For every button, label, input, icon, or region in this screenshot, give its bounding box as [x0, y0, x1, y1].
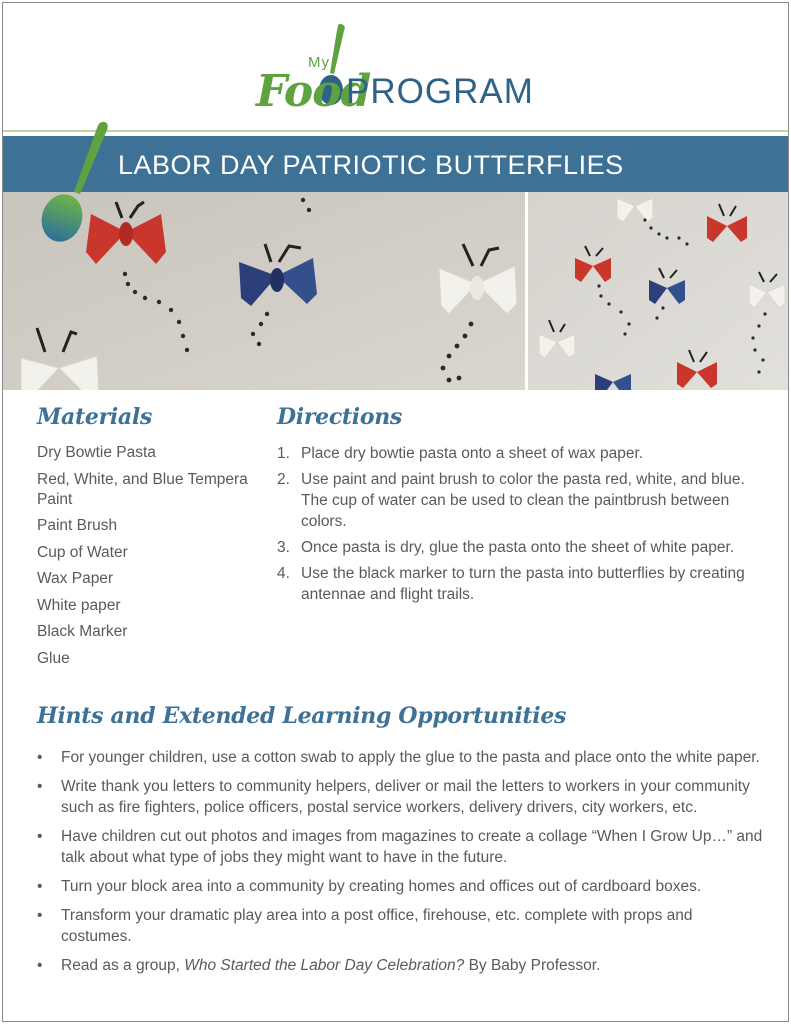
list-item: Wax Paper — [37, 570, 114, 587]
hint-text: Transform your dramatic play area into a post office, firehouse, etc. complete with props and costumes. — [61, 907, 693, 945]
my-food-program-logo — [256, 22, 546, 117]
step-number: 2. — [277, 471, 290, 488]
step-text: Use paint and paint brush to color the pasta red, white, and blue. The cup of water can be used to clean the paintbrush between colors. — [301, 471, 745, 530]
hint-text: Turn your block area into a community by creating homes and offices out of cardboard boxes. — [61, 878, 702, 895]
hint-text-suffix: By Baby Professor. — [464, 957, 601, 974]
step-text: Once pasta is dry, glue the pasta onto the sheet of white paper. — [301, 539, 735, 556]
list-item — [37, 826, 767, 868]
bullet: • — [37, 878, 43, 895]
list-item: Red, White, and Blue Tempera Paint — [37, 470, 248, 508]
bullet: • — [37, 828, 43, 845]
logo-food-text: Food — [256, 66, 371, 117]
bullet: • — [37, 907, 43, 924]
bullet: • — [37, 778, 43, 795]
list-item: Black Marker — [37, 623, 128, 640]
list-item: Cup of Water — [37, 543, 128, 561]
hint-text: Have children cut out photos and images from magazines to create a collage “When I Grow Up…” and talk about what type of jobs they might want to have in the future. — [61, 828, 763, 866]
banner-spoon-icon — [36, 120, 116, 244]
list-item — [277, 469, 767, 532]
book-title: Who Started the Labor Day Celebration? — [184, 957, 465, 974]
hints-heading: Hints and Extended Learning Opportunities — [37, 703, 567, 729]
hint-text-prefix: Read as a group, — [61, 957, 185, 974]
hint-text: Write thank you letters to community helpers, deliver or mail the letters to workers in your community such as fire fighters, police officers, postal service workers, delivery drivers, city workers, etc. — [61, 778, 750, 816]
hint-text: For younger children, use a cotton swab to apply the glue to the pasta and place onto the white paper. — [61, 749, 760, 766]
directions-list — [277, 443, 767, 610]
list-item — [37, 955, 767, 976]
step-number: 1. — [277, 445, 290, 462]
step-text: Use the black marker to turn the pasta into butterflies by creating antennae and flight trails. — [301, 565, 745, 603]
list-item — [277, 563, 767, 605]
list-item — [37, 776, 767, 818]
step-number: 4. — [277, 565, 290, 582]
page-title: LABOR DAY PATRIOTIC BUTTERFLIES — [118, 150, 624, 180]
hints-list — [37, 747, 767, 984]
list-item: White paper — [37, 596, 121, 614]
list-item — [37, 747, 767, 768]
list-item: Dry Bowtie Pasta — [37, 444, 156, 461]
bullet: • — [37, 749, 43, 766]
materials-list — [37, 443, 252, 675]
logo-program-text: PROGRAM — [346, 72, 534, 111]
bullet: • — [37, 957, 43, 974]
list-item: Glue — [37, 649, 70, 667]
step-text: Place dry bowtie pasta onto a sheet of wax paper. — [301, 445, 644, 462]
directions-heading: Directions — [277, 404, 402, 430]
list-item — [37, 905, 767, 947]
list-item: Paint Brush — [37, 517, 118, 534]
list-item — [37, 876, 767, 897]
top-rule — [3, 130, 788, 132]
photo-divider — [525, 192, 528, 390]
step-number: 3. — [277, 539, 290, 556]
logo-my-text: My — [308, 54, 330, 71]
list-item — [277, 443, 767, 464]
materials-heading: Materials — [37, 404, 153, 430]
pasta-butterflies-photo — [3, 192, 788, 390]
list-item — [277, 537, 767, 558]
